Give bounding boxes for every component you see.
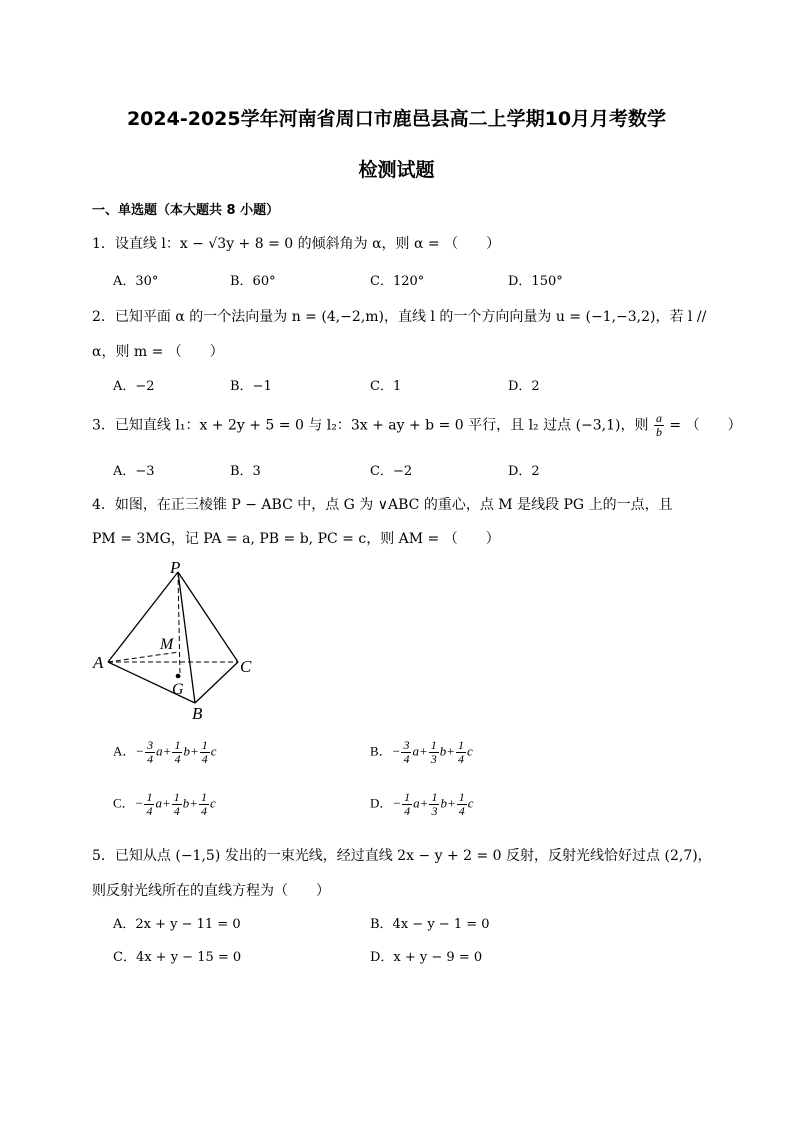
q4-a-coef3-num: 1 xyxy=(201,738,208,752)
q4-b-sign3: + xyxy=(446,743,456,759)
q4-d-coef3-den: 4 xyxy=(458,804,465,818)
q3-fraction xyxy=(654,412,664,439)
label-m: M xyxy=(160,636,174,653)
q4-a-coef1 xyxy=(145,739,155,766)
q2-option-d: D．2 xyxy=(508,379,540,394)
question-3-stem xyxy=(92,412,742,439)
q4-option-b-label: B． xyxy=(370,743,392,759)
q4-a-coef1-den: 4 xyxy=(147,752,154,766)
q4-d-vec-a: a xyxy=(413,795,420,811)
q4-c-vec-a: a xyxy=(155,795,162,811)
q4-a-sign3: + xyxy=(189,743,199,759)
q4-b-coef3-den: 4 xyxy=(458,752,465,766)
q4-b-vec-a: a xyxy=(412,743,419,759)
q4-c-sign1: − xyxy=(134,795,144,811)
q4-b-coef1 xyxy=(401,739,411,766)
q3-option-c: C．−2 xyxy=(370,464,413,479)
question-4-stem-line1: 4．如图，在正三棱锥 P − ABC 中，点 G 为 ∨ABC 的重心，点 M 是线段 PG 上的一点，且 xyxy=(92,497,673,513)
q3-fraction-numerator: a xyxy=(655,411,662,425)
q4-d-coef2 xyxy=(429,791,439,818)
q4-b-sign2: + xyxy=(418,743,428,759)
q4-b-coef1-num: 3 xyxy=(403,738,410,752)
q1-option-c: C．120° xyxy=(370,274,425,289)
q2-option-a: A．−2 xyxy=(113,379,155,394)
label-g: G xyxy=(172,681,184,698)
q3-option-b: B．3 xyxy=(230,464,261,479)
section-heading: 一、单选题（本大题共 8 小题） xyxy=(92,203,280,218)
segment-am xyxy=(108,652,179,662)
q4-c-coef1 xyxy=(144,791,154,818)
q4-a-coef2-num: 1 xyxy=(174,738,181,752)
q4-a-coef2 xyxy=(172,739,182,766)
question-4-stem-line2: PM = 3MG，记 PA = a, PB = b, PC = c，则 AM = （ ） xyxy=(92,531,500,547)
label-b: B xyxy=(192,704,203,723)
q4-option-a-label: A． xyxy=(113,743,136,759)
q4-d-coef3 xyxy=(457,791,467,818)
q4-c-coef1-den: 4 xyxy=(146,804,153,818)
q4-d-sign2: + xyxy=(419,795,429,811)
q4-c-coef3-den: 4 xyxy=(201,804,208,818)
edge-pc xyxy=(178,572,238,662)
page-subtitle: 检测试题 xyxy=(358,159,435,181)
q5-option-c: C．4x + y − 15 = 0 xyxy=(113,950,242,965)
q4-a-coef3-den: 4 xyxy=(201,752,208,766)
q3-fraction-denominator: b xyxy=(655,425,662,439)
edge-bc xyxy=(195,662,238,703)
q4-a-vec-a: a xyxy=(156,743,163,759)
q5-option-d: D．x + y − 9 = 0 xyxy=(370,950,483,965)
q4-a-coef3 xyxy=(200,739,210,766)
q4-b-coef3-num: 1 xyxy=(458,738,465,752)
q4-a-sign1: − xyxy=(135,743,145,759)
q4-c-sign3: + xyxy=(189,795,199,811)
q4-c-vec-c: c xyxy=(210,795,216,811)
q2-option-b: B．−1 xyxy=(230,379,272,394)
q1-option-b: B．60° xyxy=(230,274,276,289)
q4-b-coef2 xyxy=(429,739,439,766)
q4-b-sign1: − xyxy=(391,743,401,759)
page-title: 2024-2025学年河南省周口市鹿邑县高二上学期10月月考数学 xyxy=(126,108,667,130)
q4-c-coef1-num: 1 xyxy=(146,790,153,804)
q2-option-c: C．1 xyxy=(370,379,402,394)
question-1-stem: 1．设直线 l：x − √3y + 8 = 0 的倾斜角为 α，则 α = （ ） xyxy=(92,236,501,252)
question-2-stem-line2: α，则 m = （ ） xyxy=(92,344,224,360)
question-5-stem-line1: 5．已知从点 (−1,5) 发出的一束光线，经过直线 2x − y + 2 = 0 反射，反射光线恰好过点 (2,7)， xyxy=(92,848,712,864)
q3-stem-text: 3．已知直线 l₁：x + 2y + 5 = 0 与 l₂：3x + ay + b = 0 平行，且 l₂ 过点 (−3,1)，则 xyxy=(92,417,649,434)
q4-b-coef2-den: 3 xyxy=(430,752,437,766)
label-c: C xyxy=(240,657,252,676)
label-a: A xyxy=(93,653,104,672)
q4-d-coef1 xyxy=(402,791,412,818)
q1-option-d: D．150° xyxy=(508,274,563,289)
q4-option-c xyxy=(113,791,216,818)
q4-c-sign2: + xyxy=(161,795,171,811)
q5-option-b: B．4x − y − 1 = 0 xyxy=(370,917,490,932)
label-p: P xyxy=(170,558,181,577)
point-g xyxy=(176,674,181,679)
q4-a-coef2-den: 4 xyxy=(174,752,181,766)
q4-a-sign2: + xyxy=(162,743,172,759)
q4-d-sign3: + xyxy=(446,795,456,811)
q4-c-coef2-den: 4 xyxy=(173,804,180,818)
question-2-stem-line1: 2．已知平面 α 的一个法向量为 n = (4,−2,m)，直线 l 的一个方向向量为 u = (−1,−3,2)，若 l // xyxy=(92,309,707,325)
q4-c-coef2-num: 1 xyxy=(173,790,180,804)
q4-d-coef1-den: 4 xyxy=(404,804,411,818)
q4-d-vec-c: c xyxy=(467,795,474,811)
q4-d-coef1-num: 1 xyxy=(404,790,411,804)
q4-b-coef1-den: 4 xyxy=(403,752,410,766)
q4-a-vec-c: c xyxy=(210,743,217,759)
q4-b-vec-b: b xyxy=(439,743,447,759)
q4-d-coef2-den: 3 xyxy=(431,804,438,818)
q4-a-vec-b: b xyxy=(183,743,190,759)
q3-option-d: D．2 xyxy=(508,464,540,479)
q5-option-a: A．2x + y − 11 = 0 xyxy=(113,917,241,932)
q4-d-coef2-num: 1 xyxy=(431,790,438,804)
q4-option-b xyxy=(370,739,473,766)
q4-d-sign1: − xyxy=(392,795,402,811)
q4-option-d xyxy=(370,791,474,818)
q4-c-coef3 xyxy=(199,791,209,818)
q4-d-coef3-num: 1 xyxy=(458,790,465,804)
q4-c-coef3-num: 1 xyxy=(201,790,208,804)
q4-option-d-label: D． xyxy=(370,795,393,811)
q4-b-coef3 xyxy=(456,739,466,766)
q3-stem-tail: = （ ） xyxy=(669,417,742,434)
q4-d-vec-b: b xyxy=(440,795,447,811)
q3-option-a: A．−3 xyxy=(113,464,155,479)
q4-b-coef2-num: 1 xyxy=(430,738,437,752)
q4-c-coef2 xyxy=(172,791,182,818)
pyramid-figure xyxy=(88,555,268,725)
q4-a-coef1-num: 3 xyxy=(147,738,154,752)
q4-option-c-label: C． xyxy=(113,795,135,811)
q1-option-a: A．30° xyxy=(113,274,159,289)
q4-option-a xyxy=(113,739,217,766)
q4-b-vec-c: c xyxy=(467,743,473,759)
q4-c-vec-b: b xyxy=(182,795,190,811)
question-5-stem-line2: 则反射光线所在的直线方程为（ ） xyxy=(92,883,330,899)
